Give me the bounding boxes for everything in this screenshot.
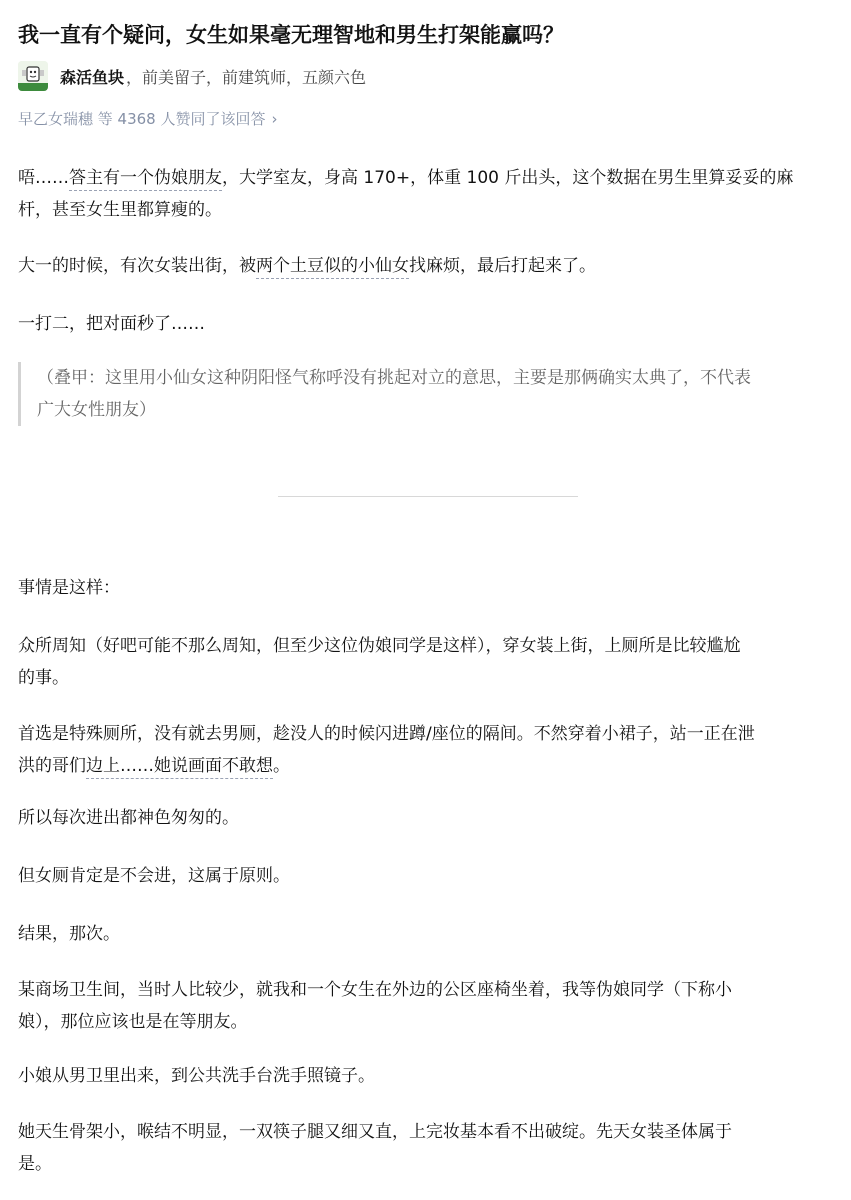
- paragraph-5: [18, 630, 838, 694]
- paragraph-6: [18, 718, 838, 782]
- text-span: 她天生骨架小，喉结不明显，一双筷子腿又细又直，上完妆基本看不出破绽。先天女装圣体属于: [18, 1122, 732, 1142]
- paragraph-1: [18, 162, 838, 226]
- paragraph-11: 小娘从男卫里出来，到公共洗手台洗手照镜子。: [18, 1066, 375, 1086]
- voters-text: 早乙女瑞穗 等 4368 人赞同了该回答: [18, 110, 266, 128]
- text-span: 某商场卫生间，当时人比较少，就我和一个女生在外边的公区座椅坐着，我等伪娘同学（下称小: [18, 980, 732, 1000]
- paragraph-2: [18, 250, 838, 282]
- blockquote: [18, 362, 849, 426]
- author-info: [18, 60, 366, 92]
- paragraph-10: [18, 974, 838, 1038]
- paragraph-8: 但女厕肯定是不会进，这属于原则。: [18, 866, 290, 886]
- paragraph-7: 所以每次进出都神色匆匆的。: [18, 808, 239, 828]
- text-span: 首选是特殊厕所，没有就去男厕，趁没人的时候闪进蹲/座位的隔间。不然穿着小裙子，站一正在泄: [18, 724, 755, 744]
- text-span: 找麻烦，最后打起来了。: [409, 256, 596, 276]
- keyword-link[interactable]: 边上……她说画面不敢想: [86, 756, 273, 779]
- text-span: 杆，甚至女生里都算瘦的。: [18, 200, 222, 220]
- text-span: 唔……: [18, 168, 69, 188]
- voters-summary[interactable]: [18, 108, 277, 129]
- text-span: 。: [273, 756, 290, 776]
- paragraph-4: 事情是这样：: [18, 578, 120, 598]
- keyword-link[interactable]: 两个土豆似的小仙女: [256, 256, 409, 279]
- text-span: 众所周知（好吧可能不那么周知，但至少这位伪娘同学是这样），穿女装上街，上厕所是比较尴尬: [18, 636, 741, 656]
- paragraph-3: 一打二，把对面秒了……: [18, 314, 205, 334]
- avatar-cartoon-icon[interactable]: [18, 61, 48, 91]
- author-name[interactable]: 森活鱼块: [60, 67, 125, 87]
- paragraph-9: 结果，那次。: [18, 924, 120, 944]
- text-span: ，大学室友，身高 170+，体重 100 斤出头，这个数据在男生里算妥妥的麻: [222, 168, 794, 188]
- text-span: 洪的哥们: [18, 756, 86, 776]
- text-span: 娘），那位应该也是在等朋友。: [18, 1012, 248, 1032]
- text-span: 的事。: [18, 668, 69, 688]
- section-divider: [278, 496, 578, 497]
- quote-line: 广大女性朋友）: [37, 400, 156, 420]
- text-span: 大一的时候，有次女装出街，被: [18, 256, 256, 276]
- author-bio: ，前美留子，前建筑师，五颜六色: [126, 67, 367, 87]
- chevron-right-icon: ›: [271, 110, 278, 128]
- quote-line: （叠甲：这里用小仙女这种阴阳怪气称呼没有挑起对立的意思，主要是那俩确实太典了，不代表: [37, 368, 751, 388]
- paragraph-12: [18, 1116, 838, 1180]
- text-span: 是。: [18, 1154, 52, 1174]
- keyword-link[interactable]: 答主有一个伪娘朋友: [69, 168, 222, 191]
- question-title[interactable]: 我一直有个疑问，女生如果毫无理智地和男生打架能赢吗？: [18, 23, 564, 47]
